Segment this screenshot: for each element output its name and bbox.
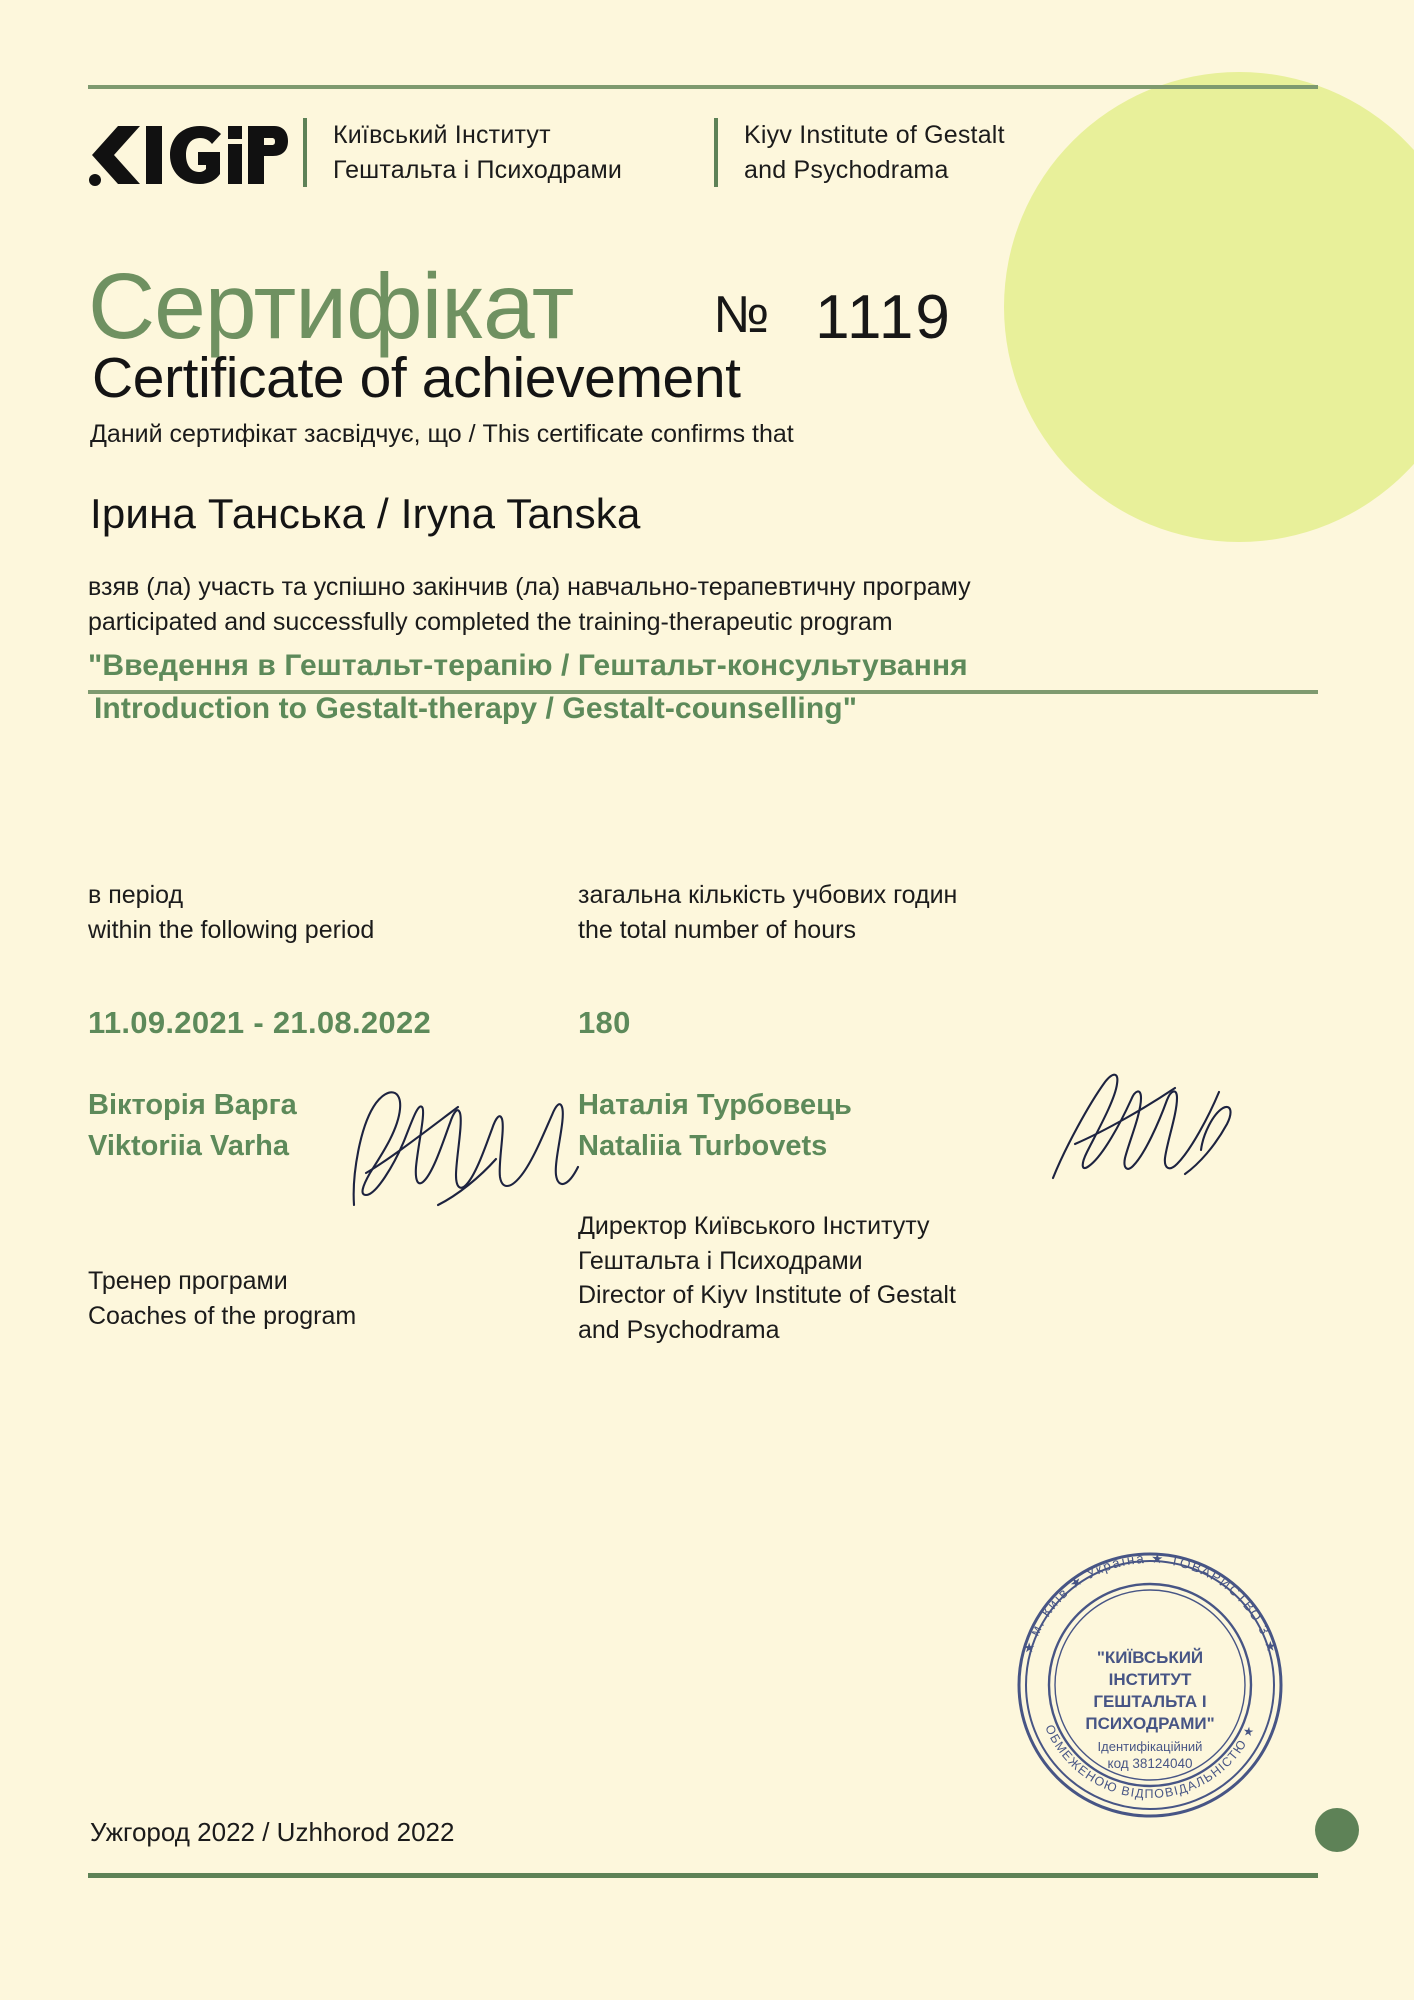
certificate-title-en: Certificate of achievement (92, 346, 741, 410)
period-value: 11.09.2021 - 21.08.2022 (88, 1005, 432, 1040)
top-divider-rule (88, 85, 1318, 89)
director-name-ua: Наталія Турбовець (578, 1089, 852, 1121)
bottom-divider-rule (88, 1873, 1318, 1878)
program-title (88, 645, 968, 730)
org-name-ua-block (303, 118, 714, 187)
org-en-line1: Kiyv Institute of Gestalt (744, 121, 1005, 149)
stamp-id-code: код 38124040 (1107, 1756, 1193, 1771)
kigip-logo-icon (88, 124, 288, 186)
hours-label (578, 878, 957, 947)
period-label (88, 878, 578, 947)
period-block (88, 878, 578, 1041)
participation-statement (88, 570, 971, 639)
org-name-ua (333, 118, 622, 187)
period-label-en: within the following period (88, 915, 375, 944)
certificate-title-ua: Сертифікат (88, 254, 574, 358)
director-role-line1: Директор Київського Інституту (578, 1212, 930, 1241)
signatures-row (88, 1085, 1238, 1347)
stamp-outer-bottom-text: ОБМЕЖЕНОЮ ВІДПОВІДАЛЬНІСТЮ ★ (1042, 1722, 1258, 1802)
coach-role-en: Coaches of the program (88, 1301, 357, 1330)
hours-label-en: the total number of hours (578, 915, 856, 944)
official-stamp (1000, 1535, 1300, 1835)
org-divider-bar-2 (714, 118, 718, 187)
program-title-ua: "Введення в Гештальт-терапію / Гештальт-консультування (88, 649, 968, 682)
period-label-ua: в період (88, 881, 184, 909)
footer-place-year: Ужгород 2022 / Uzhhorod 2022 (90, 1817, 455, 1847)
program-title-en: Introduction to Gestalt-therapy / Gestalt-counselling" (94, 691, 858, 725)
coach-role (88, 1264, 578, 1333)
hours-label-ua: загальна кількість учбових годин (578, 881, 958, 909)
director-name-en: Nataliia Turbovets (578, 1130, 828, 1163)
title-row (88, 254, 1328, 358)
confirms-statement: Даний сертифікат засвідчує, що / This certificate confirms that (90, 420, 794, 448)
coach-role-ua: Тренер програми (88, 1267, 288, 1296)
director-role-line4: and Psychodrama (578, 1315, 780, 1344)
decorative-dot (1315, 1808, 1359, 1852)
stamp-id-label: Ідентифікаційний (1097, 1739, 1203, 1754)
certificate-header (88, 118, 1005, 187)
stamp-outer-top-text: ★ м. Київ ★ Україна ★ ТОВАРИСТВО З ★ (1020, 1550, 1280, 1656)
stamp-center-line1: "КИЇВСЬКИЙ (1096, 1648, 1204, 1667)
org-ua-line2: Гештальта і Психодрами (333, 155, 623, 184)
director-role-line2: Гештальта і Психодрами (578, 1246, 863, 1275)
coach-name (88, 1085, 578, 1167)
director-role (578, 1209, 956, 1347)
meta-row (88, 878, 1208, 1041)
org-ua-line1: Київський Інститут (333, 121, 551, 149)
hours-value: 180 (578, 1005, 631, 1040)
certificate-number-block (713, 283, 952, 352)
kigip-logo (88, 118, 303, 186)
certificate-number-value: 1119 (815, 283, 952, 352)
stamp-center-line3: ГЕШТАЛЬТА І (1093, 1692, 1207, 1711)
participation-line-en: participated and successfully completed the training-therapeutic program (88, 607, 893, 636)
number-sign: № (713, 286, 770, 344)
director-name (578, 1085, 956, 1167)
coach-name-en: Viktoriia Varha (88, 1130, 289, 1163)
signature-block-director (578, 1085, 956, 1347)
org-divider-bar-1 (303, 118, 307, 187)
hours-block (578, 878, 957, 1041)
coach-name-ua: Вікторія Варга (88, 1089, 297, 1121)
director-role-line3: Director of Kiyv Institute of Gestalt (578, 1281, 956, 1310)
org-name-en (744, 118, 1005, 187)
signature-block-coach (88, 1085, 578, 1347)
stamp-center-line4: ПСИХОДРАМИ" (1085, 1714, 1215, 1733)
org-en-line2: and Psychodrama (744, 155, 949, 184)
participation-line-ua: взяв (ла) участь та успішно закінчив (ла) навчально-терапевтичну програму (88, 573, 971, 601)
recipient-name: Ірина Танська / Iryna Tanska (90, 490, 641, 537)
stamp-center-line2: ІНСТИТУТ (1108, 1670, 1192, 1689)
org-name-en-block (714, 118, 1005, 187)
